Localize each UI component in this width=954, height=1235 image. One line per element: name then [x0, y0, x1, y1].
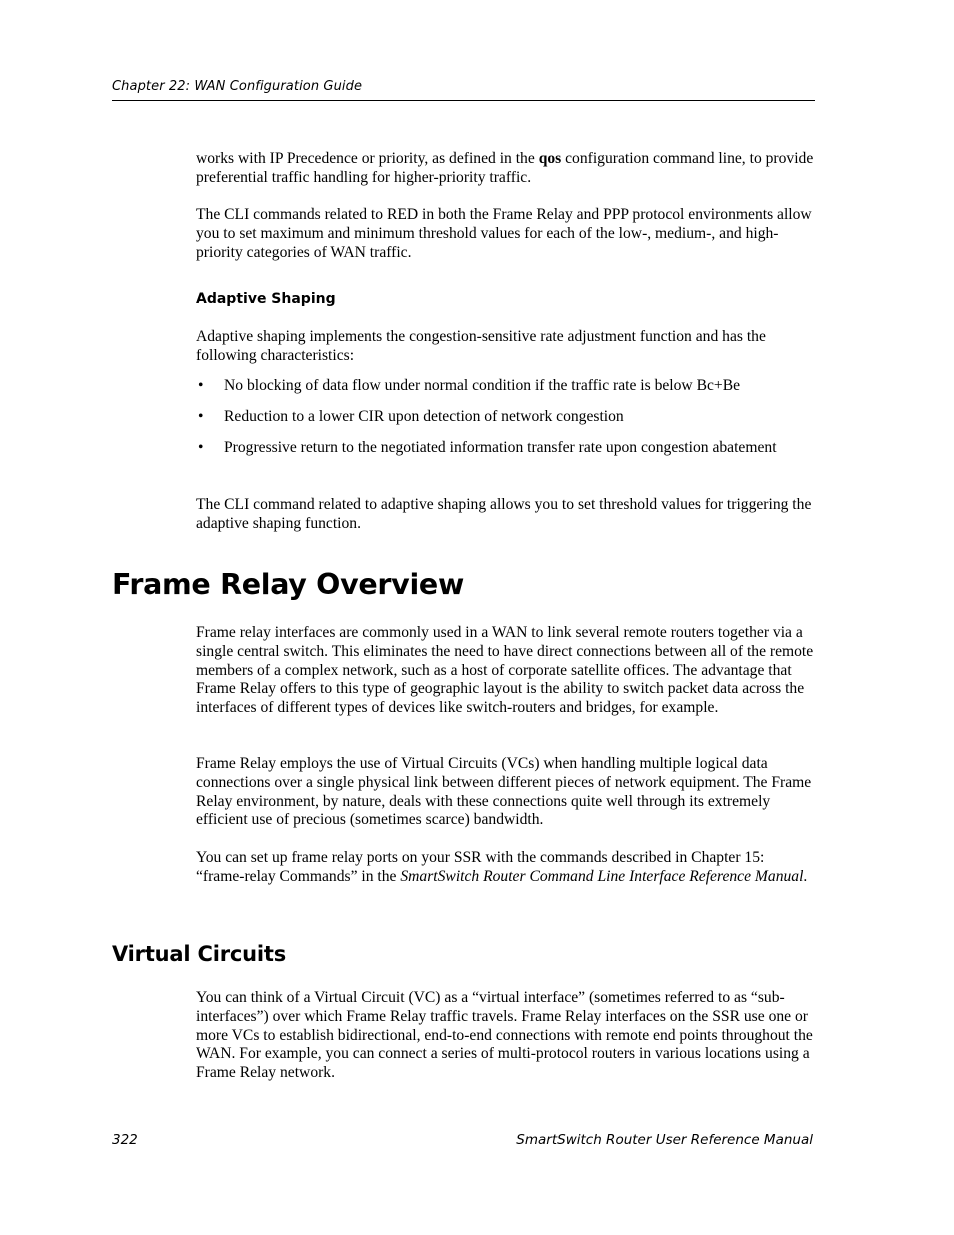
adaptive-intro: Adaptive shaping implements the congestion-sensitive rate adjustment function and has the following characteristics: [196, 328, 766, 364]
red-p1-text-post: configuration command line, to provide preferential traffic handling for higher-priority traffic. [196, 150, 814, 186]
red-p1-text-pre: works with IP Precedence or priority, as defined in the [196, 150, 539, 167]
red-paragraph-2: The CLI commands related to RED in both the Frame Relay and PPP protocol environments allow you to set maximum and minimum threshold values for each of the low-, medium-, and high-priority categories of WAN traffic. [196, 206, 812, 261]
overview-paragraph-2: Frame Relay employs the use of Virtual Circuits (VCs) when handling multiple logical data connections over a single physical link between different pieces of network equipment. The Frame Relay environment, by nature, deals with these connections quite well through its extremely efficient use of precious (sometimes scarce) bandwidth. [196, 755, 812, 829]
adaptive-characteristics-list [196, 377, 816, 469]
reference-manual-title: SmartSwitch Router Command Line Interface Reference Manual [400, 867, 804, 885]
bullet-dot: • [198, 377, 204, 394]
header-rule [112, 100, 815, 101]
footer-manual-title: SmartSwitch Router User Reference Manual [516, 1132, 813, 1148]
list-item [196, 408, 816, 427]
list-item [196, 439, 816, 458]
page-number: 322 [112, 1132, 138, 1148]
adaptive-shaping-heading: Adaptive Shaping [196, 291, 336, 307]
running-header: Chapter 22: WAN Configuration Guide [112, 79, 363, 94]
overview-p3-text-post: . [803, 867, 808, 885]
list-item-text: Reduction to a lower CIR upon detection of network congestion [224, 407, 624, 425]
virtual-circuits-paragraph: You can think of a Virtual Circuit (VC) as a “virtual interface” (sometimes referred to as “sub-interfaces”) over which Frame Relay traffic travels. Frame Relay interfaces on the SSR use one or more VCs to establish bidirectional, end-to-end connections with remote end points throughout the WAN. For example, you can connect a series of multi-protocol routers in various locations using a Frame Relay network. [196, 989, 813, 1082]
overview-paragraph-3 [196, 849, 816, 887]
overview-paragraph-1: Frame relay interfaces are commonly used in a WAN to link several remote routers together via a single central switch. This eliminates the need to have direct connections between all of the remote members of a complex network, such as a host of corporate satellite offices. The advantage that Frame Relay offers to this type of geographic layout is the ability to switch packet data across the interfaces of different types of devices like switch-routers and bridges, for example. [196, 624, 814, 717]
qos-keyword: qos [538, 150, 562, 167]
bullet-dot: • [198, 407, 204, 425]
red-paragraph-1 [196, 150, 816, 188]
list-item [196, 377, 816, 396]
list-item-text: Progressive return to the negotiated information transfer rate upon congestion abatement [224, 438, 777, 456]
adaptive-outro: The CLI command related to adaptive shaping allows you to set threshold values for triggering the adaptive shaping function. [196, 496, 812, 532]
overview-p3-text-pre: You can set up frame relay ports on your SSR with the commands described in Chapter 15: “frame-relay Commands” in the [196, 849, 765, 885]
frame-relay-overview-heading: Frame Relay Overview [112, 568, 464, 601]
list-item-text: No blocking of data flow under normal condition if the traffic rate is below Bc+Be [224, 377, 741, 394]
bullet-dot: • [198, 438, 204, 456]
virtual-circuits-heading: Virtual Circuits [112, 942, 287, 966]
